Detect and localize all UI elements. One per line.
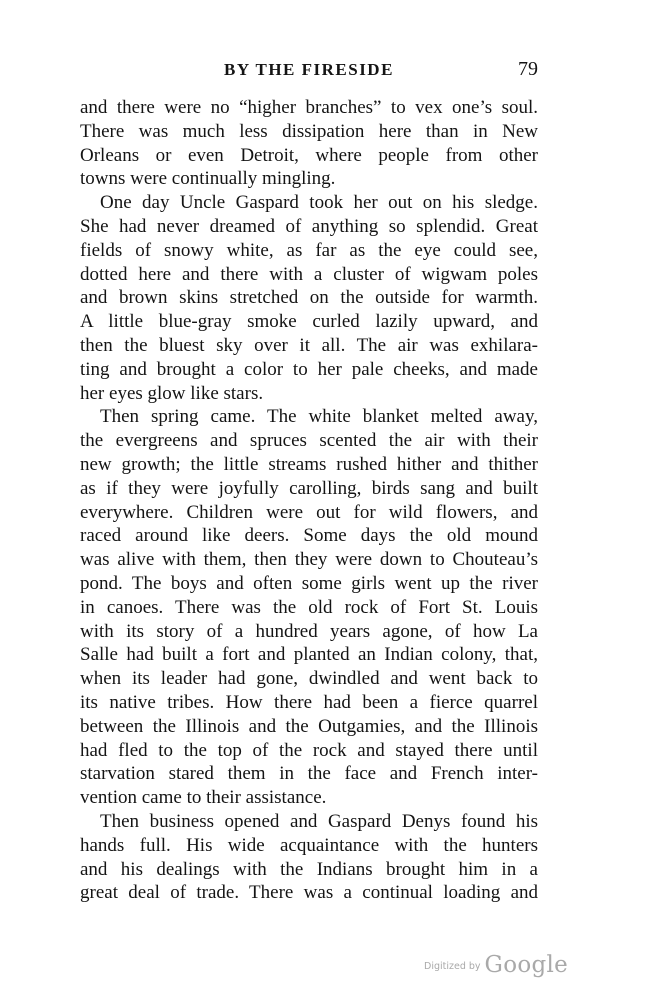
text-line: ting and brought a color to her pale cheeks, and made — [80, 358, 538, 380]
text-line: dotted here and there with a cluster of wigwam poles — [80, 263, 538, 285]
text-line: She had never dreamed of anything so splendid. Great — [80, 215, 538, 237]
digitized-watermark — [424, 952, 568, 982]
google-logo-text: Google — [484, 952, 569, 978]
text-line: with its story of a hundred years agone, of how La — [80, 620, 538, 642]
text-line: fields of snowy white, as far as the eye could see, — [80, 239, 538, 261]
text-line: hands full. His wide acquaintance with the hunters — [80, 834, 538, 856]
text-line: then the bluest sky over it all. The air was exhilara- — [80, 334, 538, 356]
text-line: when its leader had gone, dwindled and went back to — [80, 668, 538, 690]
body-text — [80, 96, 538, 905]
text-line: her eyes glow like stars. — [80, 382, 264, 404]
text-line: everywhere. Children were out for wild flowers, and — [80, 501, 538, 523]
page-number: 79 — [518, 58, 538, 80]
text-line: Salle had built a fort and planted an Indian colony, that, — [80, 644, 538, 666]
digitized-label: Digitized by — [424, 961, 481, 972]
text-line: and brown skins stretched on the outside for warmth. — [80, 287, 538, 309]
text-line: new growth; the little streams rushed hither and thither — [80, 453, 538, 475]
text-line: great deal of trade. There was a continual loading and — [80, 882, 538, 904]
text-line: was alive with them, then they were down to Chouteau’s — [80, 549, 538, 571]
text-line: had fled to the top of the rock and stayed there until — [80, 739, 538, 761]
text-line: starvation stared them in the face and French inter- — [80, 763, 538, 785]
text-line: vention came to their assistance. — [80, 787, 327, 809]
text-line: Then business opened and Gaspard Denys found his — [100, 810, 538, 832]
text-line: raced around like deers. Some days the old mound — [80, 525, 538, 547]
text-line: One day Uncle Gaspard took her out on his sledge. — [100, 192, 538, 214]
text-line: towns were continually mingling. — [80, 168, 336, 190]
text-line: There was much less dissipation here than in New — [80, 120, 538, 142]
running-head — [80, 58, 538, 88]
text-line: its native tribes. How there had been a fierce quarrel — [80, 691, 538, 713]
text-line: A little blue-gray smoke curled lazily upward, and — [80, 311, 538, 333]
text-line: Then spring came. The white blanket melted away, — [100, 406, 538, 428]
text-line: as if they were joyfully carolling, birds sang and built — [80, 477, 538, 499]
text-line: and his dealings with the Indians brought him in a — [80, 858, 538, 880]
text-line: and there were no “higher branches” to vex one’s soul. — [80, 97, 538, 118]
text-line: Orleans or even Detroit, where people from other — [80, 144, 538, 166]
text-line: in canoes. There was the old rock of Fort St. Louis — [80, 596, 538, 618]
text-line: the evergreens and spruces scented the air with their — [80, 430, 538, 452]
running-title: BY THE FIRESIDE — [224, 60, 394, 79]
text-line: pond. The boys and often some girls went up the river — [80, 572, 538, 594]
text-line: between the Illinois and the Outgamies, and the Illinois — [80, 715, 538, 737]
